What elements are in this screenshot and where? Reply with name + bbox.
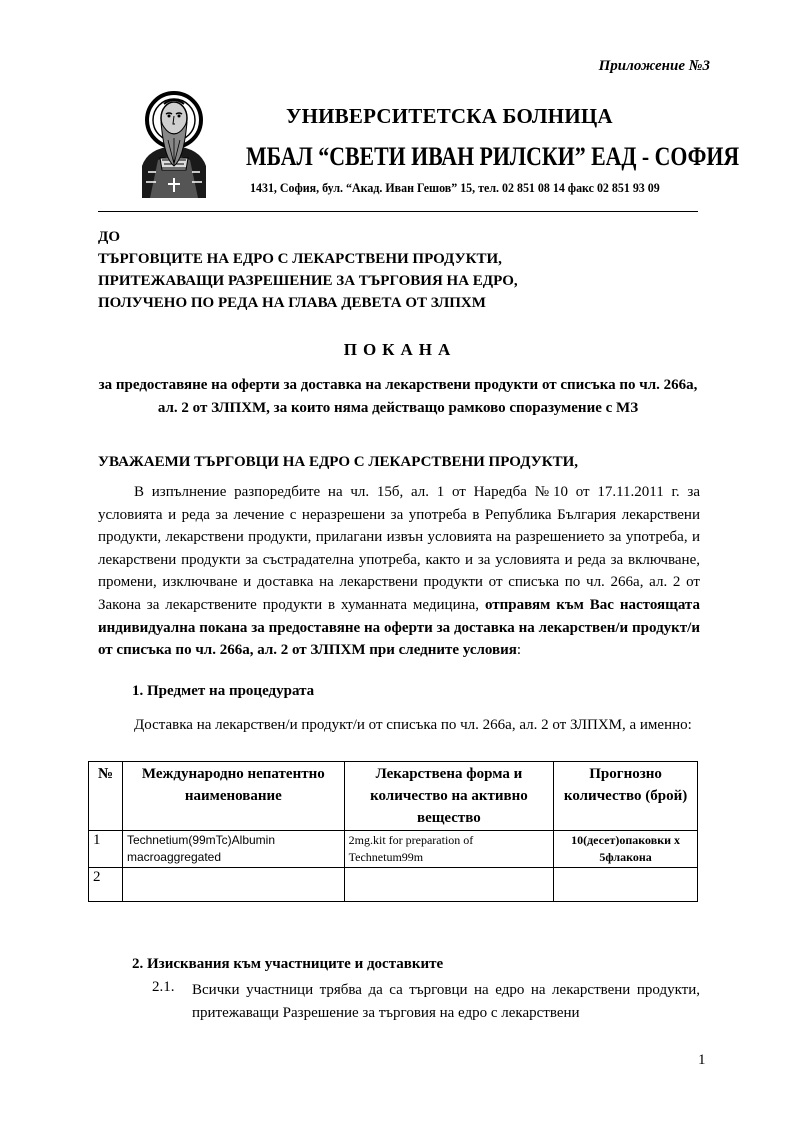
cell-qty: 10(десет)опаковки х 5флакона — [554, 831, 698, 868]
cell-inn — [122, 868, 344, 902]
header-divider — [98, 211, 698, 212]
section-2-heading: 2. Изисквания към участниците и доставките — [132, 956, 444, 972]
table-row — [89, 868, 698, 902]
addressee-line: ПРИТЕЖАВАЩИ РАЗРЕШЕНИЕ ЗА ТЪРГОВИЯ НА ЕДРО, — [98, 273, 518, 289]
intro-paragraph — [98, 481, 700, 662]
clause-2-1-number: 2.1. — [152, 979, 175, 995]
col-header-inn: Международно непатентно наименование — [122, 762, 344, 831]
section-1-text: Доставка на лекарствен/и продукт/и от списъка по чл. 266а, ал. 2 от ЗЛПХМ, а именно: — [134, 717, 692, 733]
page-number: 1 — [698, 1052, 706, 1068]
hospital-name-line1: УНИВЕРСИТЕТСКА БОЛНИЦА — [286, 104, 613, 128]
cell-no: 1 — [89, 831, 123, 868]
medicines-table — [88, 761, 698, 902]
section-1-heading: 1. Предмет на процедурата — [132, 683, 315, 699]
greeting: УВАЖАЕМИ ТЪРГОВЦИ НА ЕДРО С ЛЕКАРСТВЕНИ ПРОДУКТИ, — [98, 454, 579, 470]
document-subtitle: за предоставяне на оферти за доставка на лекарствени продукти от списъка по чл. 266а, ал. 2 от ЗЛПХМ, за които няма действащо рамково споразумение с МЗ — [98, 377, 698, 416]
intro-text: В изпълнение разпоредбите на чл. 15б, ал. 1 от Наредба №10 от 17.11.2011 г. за условията и реда за лечение с неразрешени за употреба в Република България лекарствени продукти, лекарствени продукти, прилагани извън условията на разрешението за употреба, и лекарствени продукти за състрадателна употреба, както и за условията и реда за включване, промени, изключване и доставка на лекарствени продукти от списъка по чл. 266а, ал. 2 от Закона за лекарствените продукти в хуманната медицина, — [98, 484, 700, 613]
document-title: ПОКАНА — [343, 340, 457, 359]
intro-end: : — [516, 642, 522, 659]
addressee-line: ТЪРГОВЦИТЕ НА ЕДРО С ЛЕКАРСТВЕНИ ПРОДУКТИ, — [98, 251, 502, 267]
col-header-no: № — [89, 762, 123, 831]
hospital-name-line2: МБАЛ “СВЕТИ ИВАН РИЛСКИ” ЕАД - СОФИЯ — [246, 142, 740, 171]
intro-bold-text: отправям към Вас настоящата индивидуална покана за предоставяне на оферти за доставка на лекарствен/и продукт/и от списъка по чл. 266а, ал. 2 от ЗЛПХМ при следните условия — [98, 596, 700, 659]
annex-label: Приложение №3 — [598, 58, 710, 74]
table-row — [89, 831, 698, 868]
col-header-form: Лекарствена форма и количество на активно вещество — [344, 762, 553, 831]
addressee-block — [98, 226, 518, 314]
saint-portrait-icon — [128, 88, 220, 200]
table-header-row — [89, 762, 698, 831]
hospital-address: 1431, София, бул. “Акад. Иван Гешов” 15, тел. 02 851 08 14 факс 02 851 93 09 — [250, 180, 660, 195]
cell-no: 2 — [89, 868, 123, 902]
cell-qty — [554, 868, 698, 902]
clause-2-1-text: Всички участници трябва да са търговци на едро на лекарствени продукти, притежаващи Разрешение за търговия на едро с лекарствени — [192, 982, 700, 1021]
col-header-qty: Прогнозно количество (брой) — [554, 762, 698, 831]
cell-form — [344, 868, 553, 902]
addressee-line: ДО — [98, 229, 120, 245]
cell-form: 2mg.kit for preparation of Technetum99m — [344, 831, 553, 868]
addressee-line: ПОЛУЧЕНО ПО РЕДА НА ГЛАВА ДЕВЕТА ОТ ЗЛПХМ — [98, 295, 486, 311]
cell-inn: Technetium(99mTc)Albumin macroaggregated — [122, 831, 344, 868]
